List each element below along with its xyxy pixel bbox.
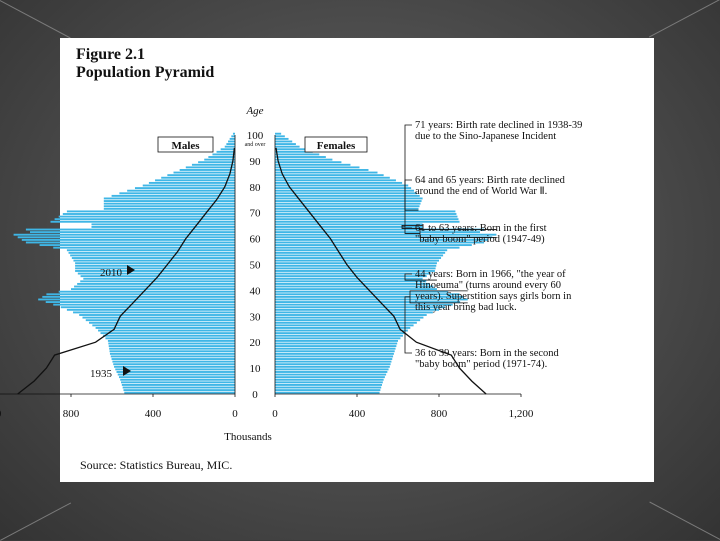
female-bar-age-83 — [275, 177, 390, 179]
male-bar-age-89 — [198, 161, 235, 163]
age-tick-40: 40 — [249, 285, 261, 298]
annotation-3-line-1: Hinoeuma" (turns around every 60 — [415, 280, 561, 291]
figure-card — [60, 38, 654, 482]
female-bar-age-19 — [275, 343, 397, 345]
female-bar-age-24 — [275, 330, 408, 332]
female-bar-age-71 — [275, 208, 419, 210]
female-bar-age-2 — [275, 387, 381, 389]
female-bar-age-17 — [275, 348, 396, 350]
female-bar-age-55 — [275, 249, 447, 251]
legend-females: Females — [316, 140, 356, 152]
source-note: Source: Statistics Bureau, MIC. — [80, 458, 233, 472]
male-bar-age-18 — [109, 345, 235, 347]
age-tick-80: 80 — [249, 181, 261, 194]
female-bar-age-53 — [275, 254, 443, 256]
female-bar-age-86 — [275, 169, 368, 171]
male-bar-age-61 — [14, 234, 235, 236]
female-bar-age-43 — [275, 280, 426, 282]
male-bar-age-86 — [180, 169, 235, 171]
female-bar-age-79 — [275, 187, 411, 189]
male-bar-age-39 — [59, 291, 235, 293]
x-tick-left-3: 0 — [232, 408, 238, 420]
male-bar-age-92 — [212, 153, 235, 155]
female-bar-age-84 — [275, 174, 384, 176]
male-bar-age-50 — [75, 262, 235, 264]
female-bar-age-73 — [275, 203, 421, 205]
female-bar-age-9 — [275, 368, 389, 370]
male-bar-age-68 — [59, 216, 235, 218]
female-bar-age-99 — [275, 135, 285, 137]
female-bar-age-4 — [275, 381, 383, 383]
x-tick-right-1: 400 — [348, 408, 366, 420]
male-bar-age-87 — [186, 166, 235, 168]
male-bar-age-60 — [18, 236, 235, 238]
female-bar-age-31 — [275, 311, 433, 313]
female-bar-age-1 — [275, 389, 380, 391]
male-bar-age-14 — [111, 356, 235, 358]
male-bar-age-30 — [79, 314, 235, 316]
annotation-3-line-2: years). Superstition says girls born in — [415, 291, 572, 302]
female-bar-age-27 — [275, 322, 417, 324]
female-bar-age-72 — [275, 205, 420, 207]
annotation-3-line-0: 44 years: Born in 1966, "the year of — [415, 269, 566, 280]
female-bar-age-42 — [275, 283, 430, 285]
male-bar-age-77 — [119, 192, 235, 194]
female-bar-age-0 — [275, 392, 380, 394]
male-bar-age-22 — [103, 335, 235, 337]
female-bar-age-12 — [275, 361, 391, 363]
male-bar-age-43 — [80, 280, 235, 282]
male-bar-age-40 — [71, 288, 235, 290]
male-bar-age-9 — [115, 368, 235, 370]
male-bar-age-66 — [51, 221, 236, 223]
x-tick-left-2: 400 — [144, 408, 162, 420]
x-tick-left-1: 800 — [62, 408, 80, 420]
population-pyramid-chart — [60, 38, 654, 482]
female-bar-age-78 — [275, 190, 414, 192]
male-bar-age-53 — [70, 254, 235, 256]
male-bar-age-28 — [86, 319, 235, 321]
male-bar-age-95 — [225, 146, 235, 148]
female-bar-age-7 — [275, 374, 386, 376]
male-bar-age-20 — [108, 340, 235, 342]
male-bar-age-32 — [67, 309, 235, 311]
male-bar-age-81 — [149, 182, 235, 184]
female-bar-age-14 — [275, 356, 393, 358]
male-bar-age-5 — [120, 379, 235, 381]
female-bar-age-18 — [275, 345, 396, 347]
age-tick-30: 30 — [249, 311, 261, 324]
male-bar-age-21 — [105, 337, 235, 339]
male-bar-age-65 — [92, 223, 236, 225]
male-bar-age-91 — [208, 156, 235, 158]
male-bar-age-11 — [113, 363, 235, 365]
female-bar-age-91 — [275, 156, 326, 158]
female-bar-age-40 — [275, 288, 437, 290]
female-bar-age-74 — [275, 200, 422, 202]
male-bar-age-58 — [26, 242, 235, 244]
male-bar-age-72 — [104, 205, 235, 207]
male-bar-age-69 — [63, 213, 235, 215]
male-bar-age-3 — [122, 384, 235, 386]
female-bar-age-41 — [275, 286, 433, 288]
legend-males: Males — [171, 140, 200, 152]
x-axis-label: Thousands — [224, 431, 272, 443]
male-bar-age-26 — [92, 324, 235, 326]
male-bar-age-8 — [117, 371, 235, 373]
female-bar-age-100 — [275, 133, 281, 135]
female-bar-age-8 — [275, 371, 387, 373]
x-tick-right-2: 800 — [430, 408, 448, 420]
age-tick-60: 60 — [249, 233, 261, 246]
female-bar-age-65 — [275, 223, 423, 225]
male-bar-age-88 — [192, 164, 235, 166]
male-bar-age-56 — [53, 247, 235, 249]
female-bar-age-89 — [275, 161, 341, 163]
male-bar-age-96 — [226, 143, 235, 145]
x-tick-right-3: 1,200 — [508, 408, 534, 420]
female-bar-age-95 — [275, 146, 300, 148]
male-bar-age-25 — [96, 327, 235, 329]
male-bar-age-42 — [77, 283, 235, 285]
male-bar-age-94 — [221, 148, 235, 150]
female-bar-age-6 — [275, 376, 385, 378]
age-tick-20: 20 — [249, 337, 261, 350]
male-bar-age-64 — [92, 226, 236, 228]
female-bar-age-80 — [275, 185, 408, 187]
female-bar-age-64 — [275, 226, 423, 228]
series-label-1935: 1935 — [90, 368, 112, 380]
female-bar-age-97 — [275, 141, 292, 143]
female-bar-age-52 — [275, 257, 441, 259]
male-bar-age-70 — [67, 210, 235, 212]
female-bar-age-28 — [275, 319, 420, 321]
female-bar-age-30 — [275, 314, 427, 316]
male-bar-age-79 — [135, 187, 235, 189]
male-bar-age-78 — [127, 190, 235, 192]
female-bar-age-67 — [275, 218, 458, 220]
female-bar-age-98 — [275, 138, 289, 140]
male-bar-age-0 — [124, 392, 235, 394]
annotation-0-line-0: 71 years: Birth rate declined in 1938-39 — [415, 120, 583, 131]
female-bar-age-81 — [275, 182, 402, 184]
male-bar-age-54 — [69, 252, 235, 254]
female-bar-age-26 — [275, 324, 414, 326]
male-bar-age-67 — [55, 218, 235, 220]
male-bar-age-52 — [72, 257, 235, 259]
male-bar-age-4 — [121, 381, 235, 383]
age-tick-sublabel: and over — [244, 142, 266, 148]
female-bar-age-45 — [275, 275, 427, 277]
female-bar-age-3 — [275, 384, 382, 386]
age-tick-100: 100 — [246, 130, 264, 142]
male-bar-age-31 — [73, 311, 235, 313]
age-tick-50: 50 — [249, 259, 261, 272]
annotation-3-line-3: this year bring bad luck. — [415, 302, 517, 313]
male-bar-age-71 — [104, 208, 235, 210]
age-tick-0: 0 — [252, 389, 258, 401]
female-bar-age-82 — [275, 179, 396, 181]
male-bar-age-2 — [123, 387, 235, 389]
male-bar-age-93 — [217, 151, 235, 153]
annotation-0-line-1: due to the Sino-Japanese Incident — [415, 131, 557, 142]
male-bar-age-99 — [231, 135, 235, 137]
male-bar-age-10 — [114, 366, 235, 368]
male-bar-age-100 — [233, 133, 235, 135]
male-bar-age-13 — [112, 358, 235, 360]
male-bar-age-83 — [161, 177, 235, 179]
male-bar-age-1 — [123, 389, 235, 391]
female-bar-age-25 — [275, 327, 410, 329]
figure-number: Figure 2.1 — [76, 46, 146, 63]
male-bar-age-55 — [67, 249, 235, 251]
male-bar-age-7 — [118, 374, 235, 376]
female-bar-age-21 — [275, 337, 400, 339]
female-bar-age-10 — [275, 366, 390, 368]
female-bar-age-49 — [275, 265, 436, 267]
male-bar-age-17 — [109, 348, 235, 350]
female-bar-age-70 — [275, 210, 455, 212]
x-tick-right-0: 0 — [272, 408, 278, 420]
female-bar-age-90 — [275, 159, 332, 161]
female-bar-age-47 — [275, 270, 435, 272]
age-tick-70: 70 — [249, 207, 261, 220]
male-bar-age-23 — [101, 332, 235, 334]
female-bar-age-29 — [275, 317, 423, 319]
series-label-2010: 2010 — [100, 267, 122, 279]
male-bar-age-12 — [112, 361, 235, 363]
female-bar-age-20 — [275, 340, 398, 342]
male-bar-age-63 — [26, 229, 235, 231]
female-bar-age-68 — [275, 216, 457, 218]
female-bar-age-50 — [275, 262, 437, 264]
male-bar-age-98 — [230, 138, 235, 140]
annotation-2-line-1: "baby boom" period (1947-49) — [415, 234, 545, 245]
female-bar-age-77 — [275, 192, 417, 194]
male-bar-age-62 — [30, 231, 235, 233]
female-bar-age-16 — [275, 350, 395, 352]
male-bar-age-90 — [204, 159, 235, 161]
female-bar-age-44 — [275, 278, 423, 280]
female-bar-age-56 — [275, 247, 460, 249]
female-bar-age-23 — [275, 332, 405, 334]
male-bar-age-33 — [61, 306, 235, 308]
female-bar-age-51 — [275, 260, 439, 262]
female-bar-age-92 — [275, 153, 319, 155]
male-bar-age-97 — [228, 141, 235, 143]
male-bar-age-51 — [73, 260, 235, 262]
annotation-4-line-1: "baby boom" period (1971-74). — [415, 359, 548, 370]
male-bar-age-75 — [104, 198, 235, 200]
female-bar-age-22 — [275, 335, 403, 337]
male-bar-age-6 — [119, 376, 235, 378]
annotation-1-line-1: around the end of World War Ⅱ. — [415, 186, 548, 197]
male-bar-age-15 — [110, 353, 235, 355]
male-bar-age-57 — [40, 244, 235, 246]
figure-title: Population Pyramid — [76, 64, 215, 81]
female-bar-age-13 — [275, 358, 392, 360]
female-bar-age-15 — [275, 353, 394, 355]
y-axis-label: Age — [246, 105, 264, 117]
male-bar-age-80 — [143, 185, 235, 187]
male-bar-age-29 — [82, 317, 235, 319]
female-bar-age-48 — [275, 267, 436, 269]
female-bar-age-11 — [275, 363, 391, 365]
male-bar-age-84 — [167, 174, 235, 176]
male-bar-age-19 — [108, 343, 235, 345]
male-bar-age-35 — [46, 301, 235, 303]
age-tick-90: 90 — [249, 155, 261, 168]
age-tick-10: 10 — [249, 363, 261, 376]
female-bar-age-5 — [275, 379, 384, 381]
female-bar-age-96 — [275, 143, 296, 145]
female-bar-age-94 — [275, 148, 306, 150]
male-bar-age-76 — [112, 195, 235, 197]
male-bar-age-27 — [89, 322, 235, 324]
female-bar-age-69 — [275, 213, 456, 215]
female-bar-age-54 — [275, 252, 445, 254]
male-bar-age-34 — [53, 304, 235, 306]
male-bar-age-59 — [22, 239, 235, 241]
male-bar-age-16 — [110, 350, 235, 352]
female-bar-age-88 — [275, 164, 350, 166]
female-bar-age-85 — [275, 172, 378, 174]
male-bar-age-85 — [174, 172, 236, 174]
male-bar-age-24 — [98, 330, 235, 332]
annotation-1-line-0: 64 and 65 years: Birth rate declined — [415, 175, 565, 186]
female-bar-age-75 — [275, 198, 423, 200]
male-bar-age-73 — [104, 203, 235, 205]
annotation-2-line-0: 61 to 63 years: Born in the first — [415, 223, 547, 234]
male-bar-age-82 — [155, 179, 235, 181]
annotation-4-line-0: 36 to 39 years: Born in the second — [415, 348, 559, 359]
female-bar-age-87 — [275, 166, 359, 168]
male-bar-age-41 — [74, 286, 235, 288]
